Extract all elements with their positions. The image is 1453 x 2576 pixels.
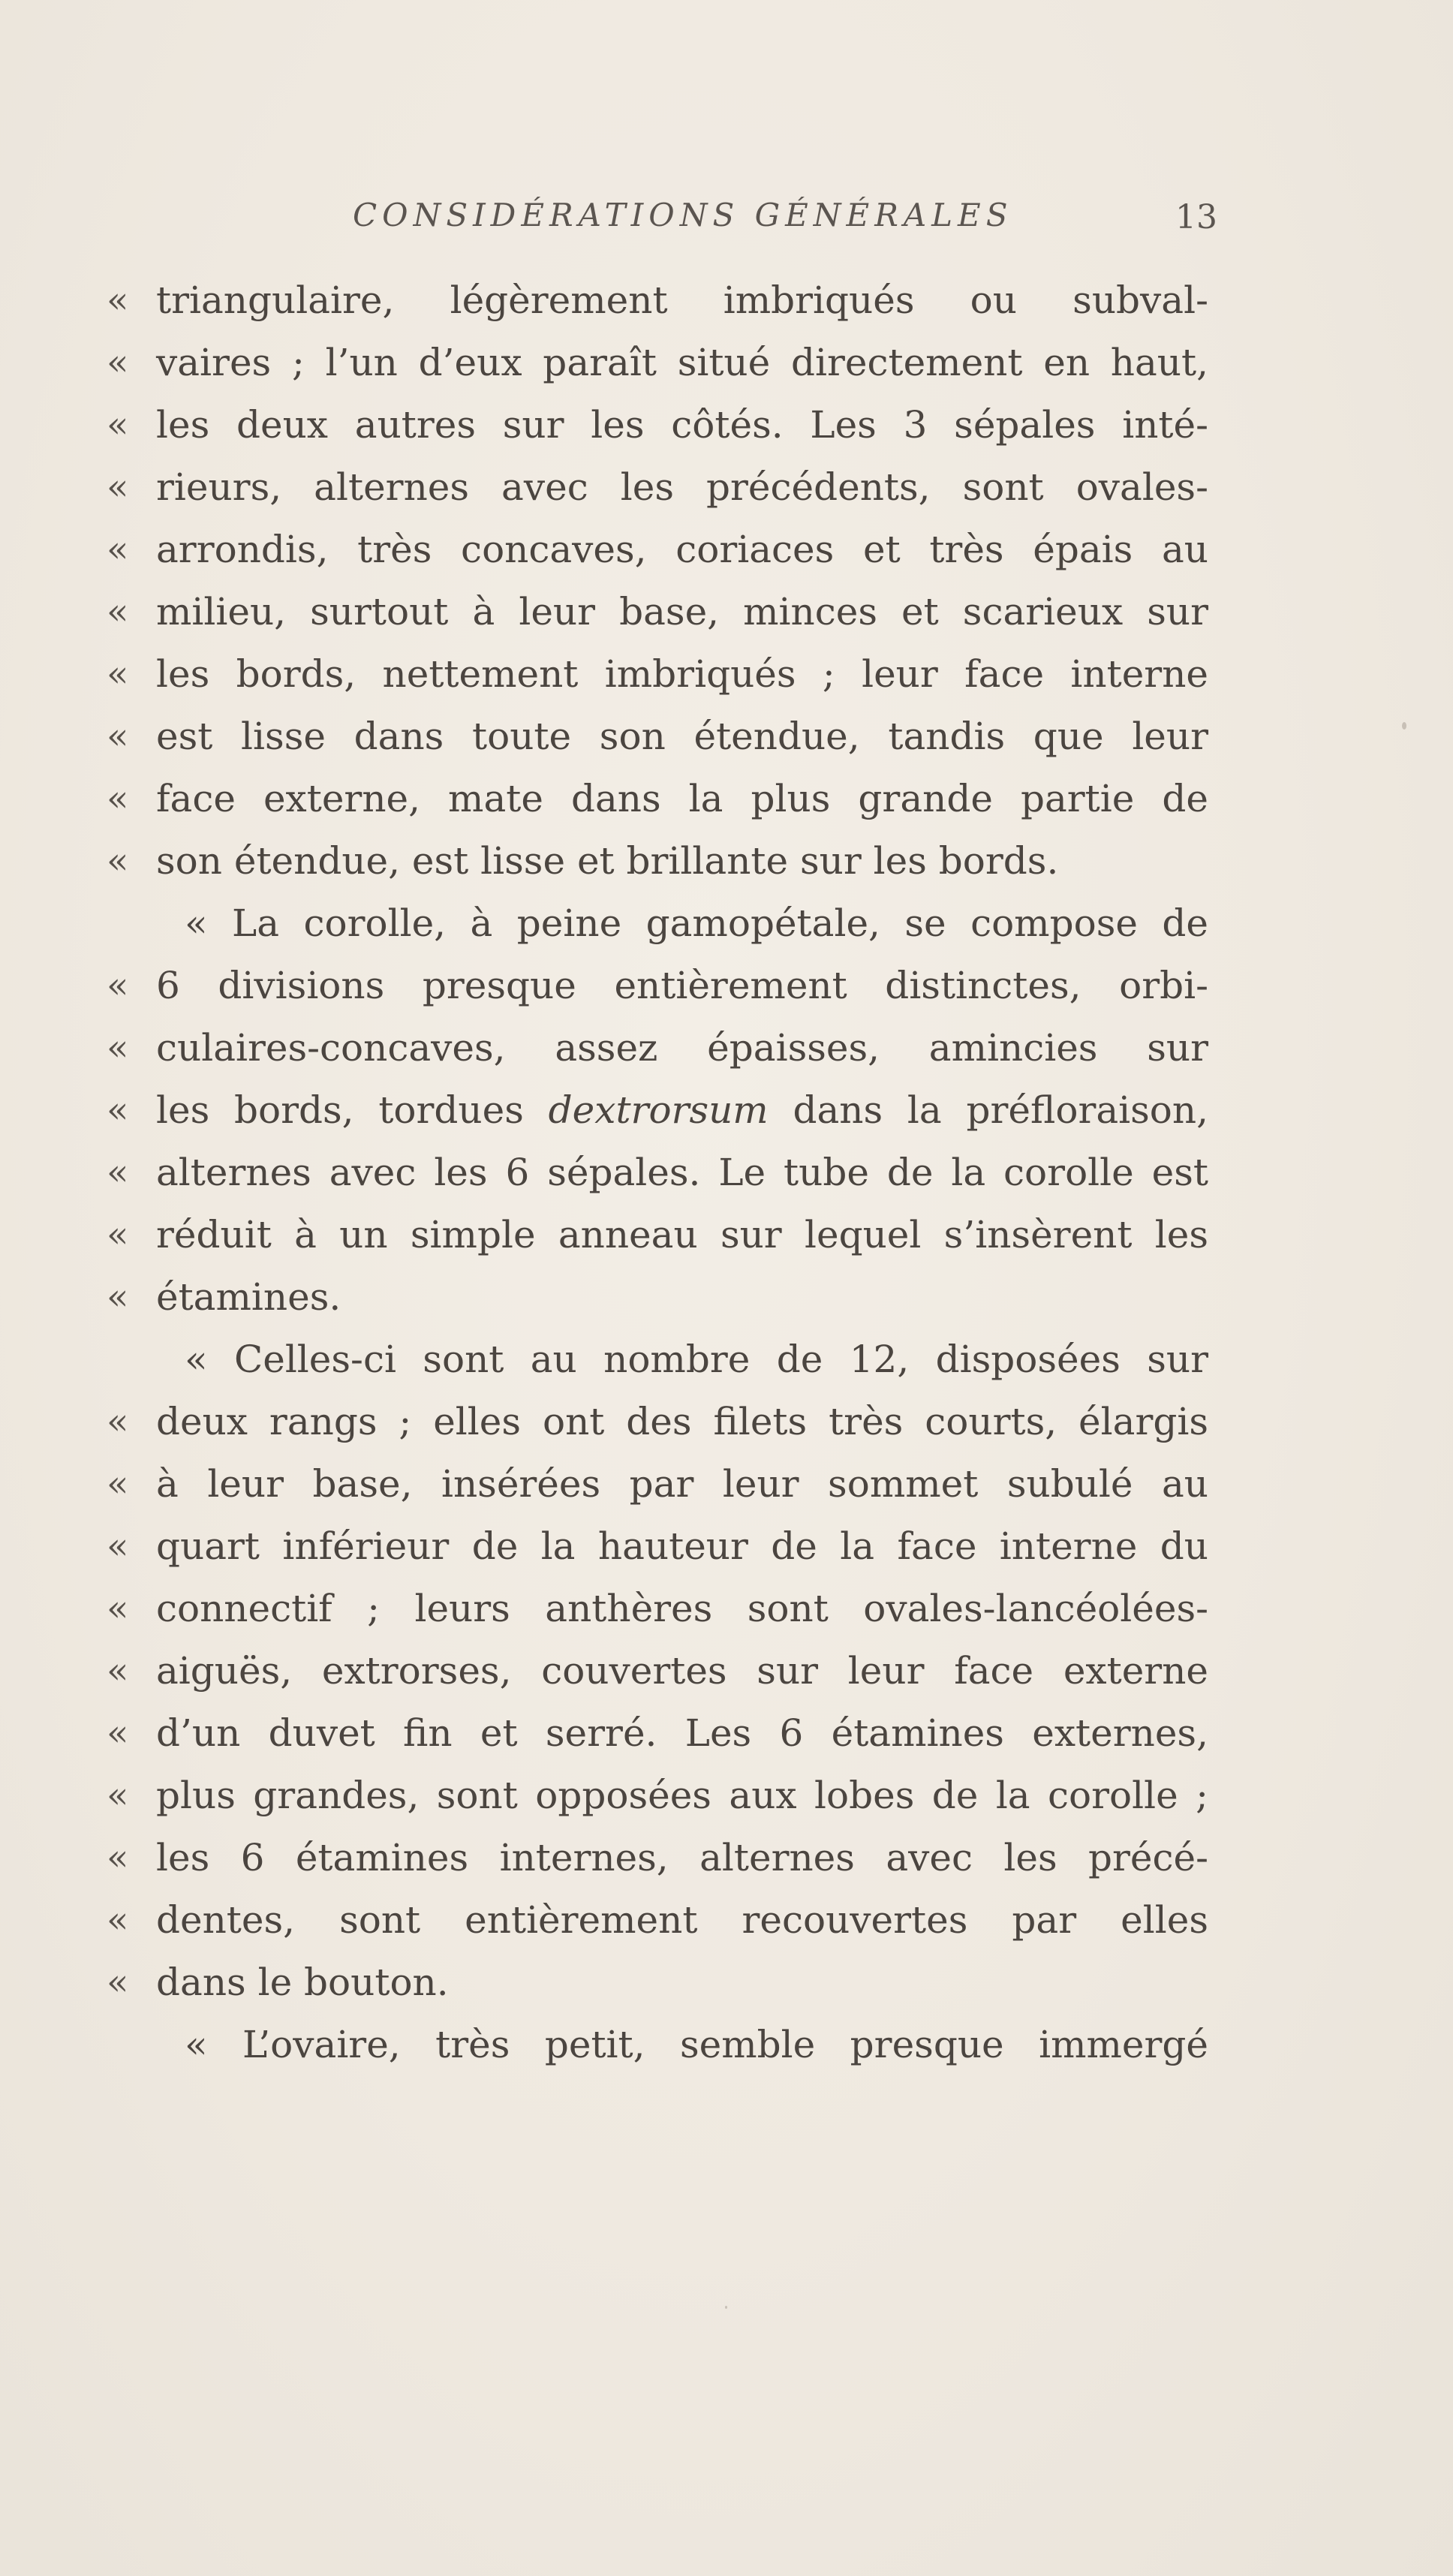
quote-mark: « bbox=[107, 1027, 129, 1069]
line-text: son étendue, est lisse et brillante sur les bords. bbox=[156, 839, 1059, 883]
quote-mark: « bbox=[107, 1899, 129, 1941]
line-text: est lisse dans toute son étendue, tandis que leur bbox=[156, 715, 1208, 758]
quote-mark: « bbox=[107, 1650, 129, 1692]
line-text: aiguës, extrorses, couvertes sur leur face externe bbox=[156, 1649, 1208, 1693]
line-text: « La corolle, à peine gamopétale, se compose de bbox=[185, 901, 1208, 945]
quote-mark: « bbox=[107, 840, 129, 882]
quote-mark: « bbox=[107, 1587, 129, 1630]
line-text: deux rangs ; elles ont des filets très courts, élargis bbox=[156, 1400, 1208, 1443]
line-text: « L’ovaire, très petit, semble presque immergé bbox=[185, 2023, 1208, 2066]
quote-mark: « bbox=[107, 342, 129, 384]
line-text: les 6 étamines internes, alternes avec les précé- bbox=[156, 1836, 1208, 1879]
line-text: dans le bouton. bbox=[156, 1961, 449, 2004]
line-text: arrondis, très concaves, coriaces et très épais au bbox=[156, 528, 1208, 571]
line-text: quart inférieur de la hauteur de la face interne du bbox=[156, 1524, 1208, 1568]
quote-mark: « bbox=[107, 404, 129, 446]
line-text: dentes, sont entièrement recouvertes par elles bbox=[156, 1898, 1208, 1942]
quote-mark: « bbox=[107, 778, 129, 820]
line-text: réduit à un simple anneau sur lequel s’insèrent les bbox=[156, 1213, 1208, 1256]
line-text: étamines. bbox=[156, 1275, 341, 1319]
italic-term: dextrorsum bbox=[548, 1088, 769, 1132]
quote-mark: « bbox=[107, 466, 129, 508]
line-text: culaires-concaves, assez épaisses, amincies sur bbox=[156, 1026, 1208, 1070]
line-text: alternes avec les 6 sépales. Le tube de la corolle est bbox=[156, 1151, 1208, 1194]
line-text: triangulaire, légèrement imbriqués ou subval- bbox=[156, 278, 1208, 322]
quote-mark: « bbox=[107, 591, 129, 633]
line-text: rieurs, alternes avec les précédents, sont ovales- bbox=[156, 465, 1208, 509]
quote-mark: « bbox=[107, 1961, 129, 2003]
quote-mark: « bbox=[107, 964, 129, 1007]
line-text-after: dans la préfloraison, bbox=[768, 1088, 1209, 1132]
quote-mark: « bbox=[107, 1837, 129, 1879]
line-text bbox=[156, 1079, 1208, 1141]
paper-speck bbox=[725, 2306, 727, 2309]
line-text: les bords, nettement imbriqués ; leur face interne bbox=[156, 652, 1208, 696]
quote-mark: « bbox=[107, 1525, 129, 1567]
line-text: d’un duvet fin et serré. Les 6 étamines externes, bbox=[156, 1711, 1208, 1755]
quote-mark: « bbox=[107, 1151, 129, 1193]
line-text: à leur base, insérées par leur sommet subulé au bbox=[156, 1462, 1208, 1506]
quote-mark: « bbox=[107, 1712, 129, 1754]
paper-speck bbox=[1402, 722, 1406, 730]
line-text: vaires ; l’un d’eux paraît situé directement en haut, bbox=[156, 341, 1208, 384]
line-text: 6 divisions presque entièrement distinctes, orbi- bbox=[156, 964, 1208, 1007]
page-number: 13 bbox=[1175, 198, 1217, 236]
quote-mark: « bbox=[107, 1463, 129, 1505]
line-text: « Celles-ci sont au nombre de 12, disposées sur bbox=[185, 1338, 1208, 1381]
quote-mark: « bbox=[107, 1401, 129, 1443]
line-text: les deux autres sur les côtés. Les 3 sépales inté- bbox=[156, 403, 1208, 447]
line-text: connectif ; leurs anthères sont ovales-lancéolées- bbox=[156, 1587, 1208, 1630]
quote-mark: « bbox=[107, 715, 129, 757]
line-text: milieu, surtout à leur base, minces et scarieux sur bbox=[156, 590, 1208, 633]
quote-mark: « bbox=[107, 1774, 129, 1816]
quote-mark: « bbox=[107, 653, 129, 695]
line-text: face externe, mate dans la plus grande partie de bbox=[156, 777, 1208, 820]
running-title: CONSIDÉRATIONS GÉNÉRALES bbox=[353, 197, 1013, 233]
line-text: plus grandes, sont opposées aux lobes de la corolle ; bbox=[156, 1774, 1208, 1817]
line-text-before: les bords, tordues bbox=[156, 1088, 549, 1132]
quote-mark: « bbox=[107, 1214, 129, 1256]
quote-mark: « bbox=[107, 528, 129, 570]
quote-mark: « bbox=[107, 279, 129, 321]
quote-mark: « bbox=[107, 1276, 129, 1318]
quote-mark: « bbox=[107, 1089, 129, 1131]
